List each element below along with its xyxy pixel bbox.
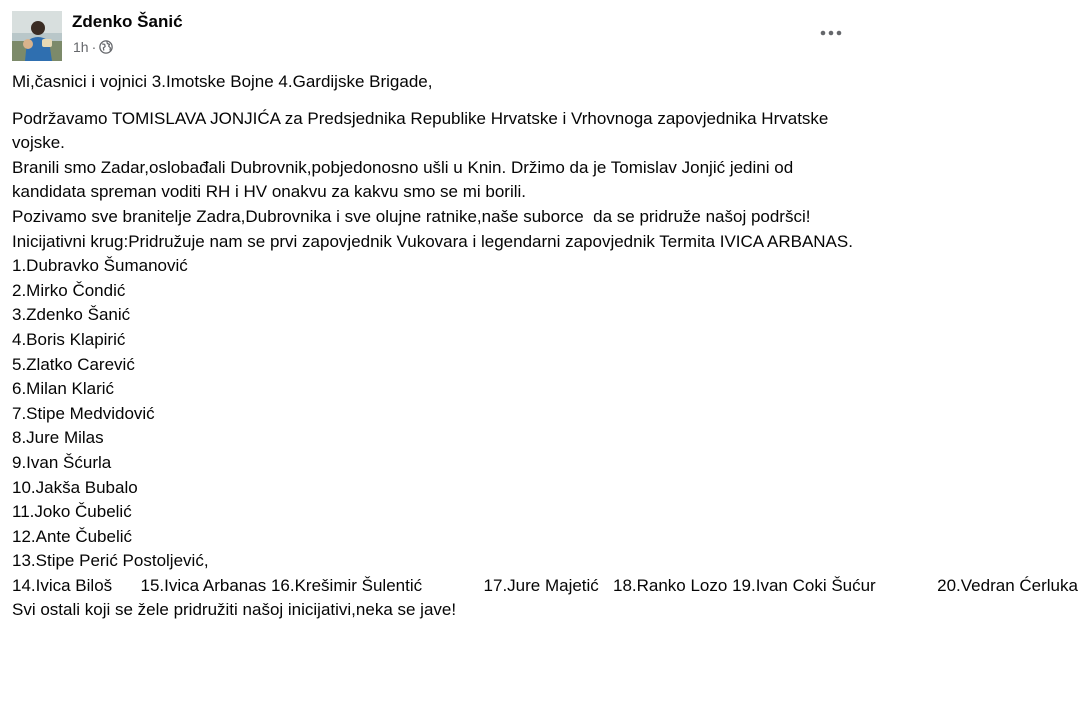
- member-list-item: 13.Stipe Perić Postoljević,: [12, 551, 209, 571]
- avatar-photo: [12, 11, 62, 61]
- member-list-item: 4.Boris Klapirić: [12, 329, 126, 349]
- member-inline-item: 20.Vedran Ćerluka: [937, 575, 1078, 595]
- member-list-item: 9.Ivan Šćurla: [12, 452, 112, 472]
- post-text: [12, 70, 1078, 623]
- member-list-item: 11.Joko Čubelić: [12, 502, 132, 522]
- post-header: [12, 11, 867, 63]
- post-paragraph-history: Branili smo Zadar,oslobađali Dubrovnik,pobjedonosno ušli u Knin. Držimo da je Tomislav Jonjić jedini od kandidata spreman voditi RH i HV onakvu za kakvu smo se mi borili.: [12, 157, 798, 202]
- globe-icon[interactable]: [99, 40, 113, 54]
- avatar[interactable]: [12, 11, 62, 61]
- member-list-item: 12.Ante Čubelić: [12, 526, 133, 546]
- meta-separator: ·: [91, 39, 97, 55]
- member-inline-item: 18.Ranko Lozo: [612, 575, 728, 595]
- member-inline-item: 15.Ivica Arbanas: [140, 575, 267, 595]
- post-greeting: Mi,časnici i vojnici 3.Imotske Bojne 4.Gardijske Brigade,: [12, 72, 433, 91]
- member-inline-list: [12, 574, 1078, 599]
- more-horizontal-icon: [820, 30, 842, 36]
- more-options-button[interactable]: [815, 21, 847, 45]
- post-paragraph-initiative: Inicijativni krug:Pridružuje nam se prvi zapovjednik Vukovara i legendarni zapovjednik Termita IVICA ARBANAS.: [12, 231, 853, 251]
- member-list-item: 6.Milan Klarić: [12, 379, 115, 399]
- post-meta: [73, 39, 113, 55]
- post-closing: Svi ostali koji se žele pridružiti našoj inicijativi,neka se jave!: [12, 600, 457, 620]
- member-list-item: 8.Jure Milas: [12, 428, 104, 448]
- author-name[interactable]: Zdenko Šanić: [72, 12, 183, 31]
- member-list-item: 10.Jakša Bubalo: [12, 477, 138, 497]
- member-inline-item: 14.Ivica Biloš: [12, 575, 113, 595]
- member-list-item: 1.Dubravko Šumanović: [12, 256, 188, 276]
- member-list-item: 5.Zlatko Carević: [12, 354, 135, 374]
- post-paragraph-support: Podržavamo TOMISLAVA JONJIĆA za Predsjednika Republike Hrvatske i Vrhovnoga zapovjednika Hrvatske vojske.: [12, 108, 834, 153]
- post-paragraph-call: Pozivamo sve branitelje Zadra,Dubrovnika i sve olujne ratnike,naše suborce da se pridruže našoj podršci!: [12, 206, 811, 226]
- member-list-item: 7.Stipe Medvidović: [12, 403, 155, 423]
- post-time[interactable]: 1h: [73, 39, 89, 55]
- member-inline-item: 19.Ivan Coki Šućur: [732, 575, 876, 595]
- member-inline-item: 16.Krešimir Šulentić: [270, 575, 423, 595]
- member-list-item: 3.Zdenko Šanić: [12, 305, 131, 325]
- member-inline-item: 17.Jure Majetić: [483, 575, 599, 595]
- member-list-item: 2.Mirko Čondić: [12, 280, 126, 300]
